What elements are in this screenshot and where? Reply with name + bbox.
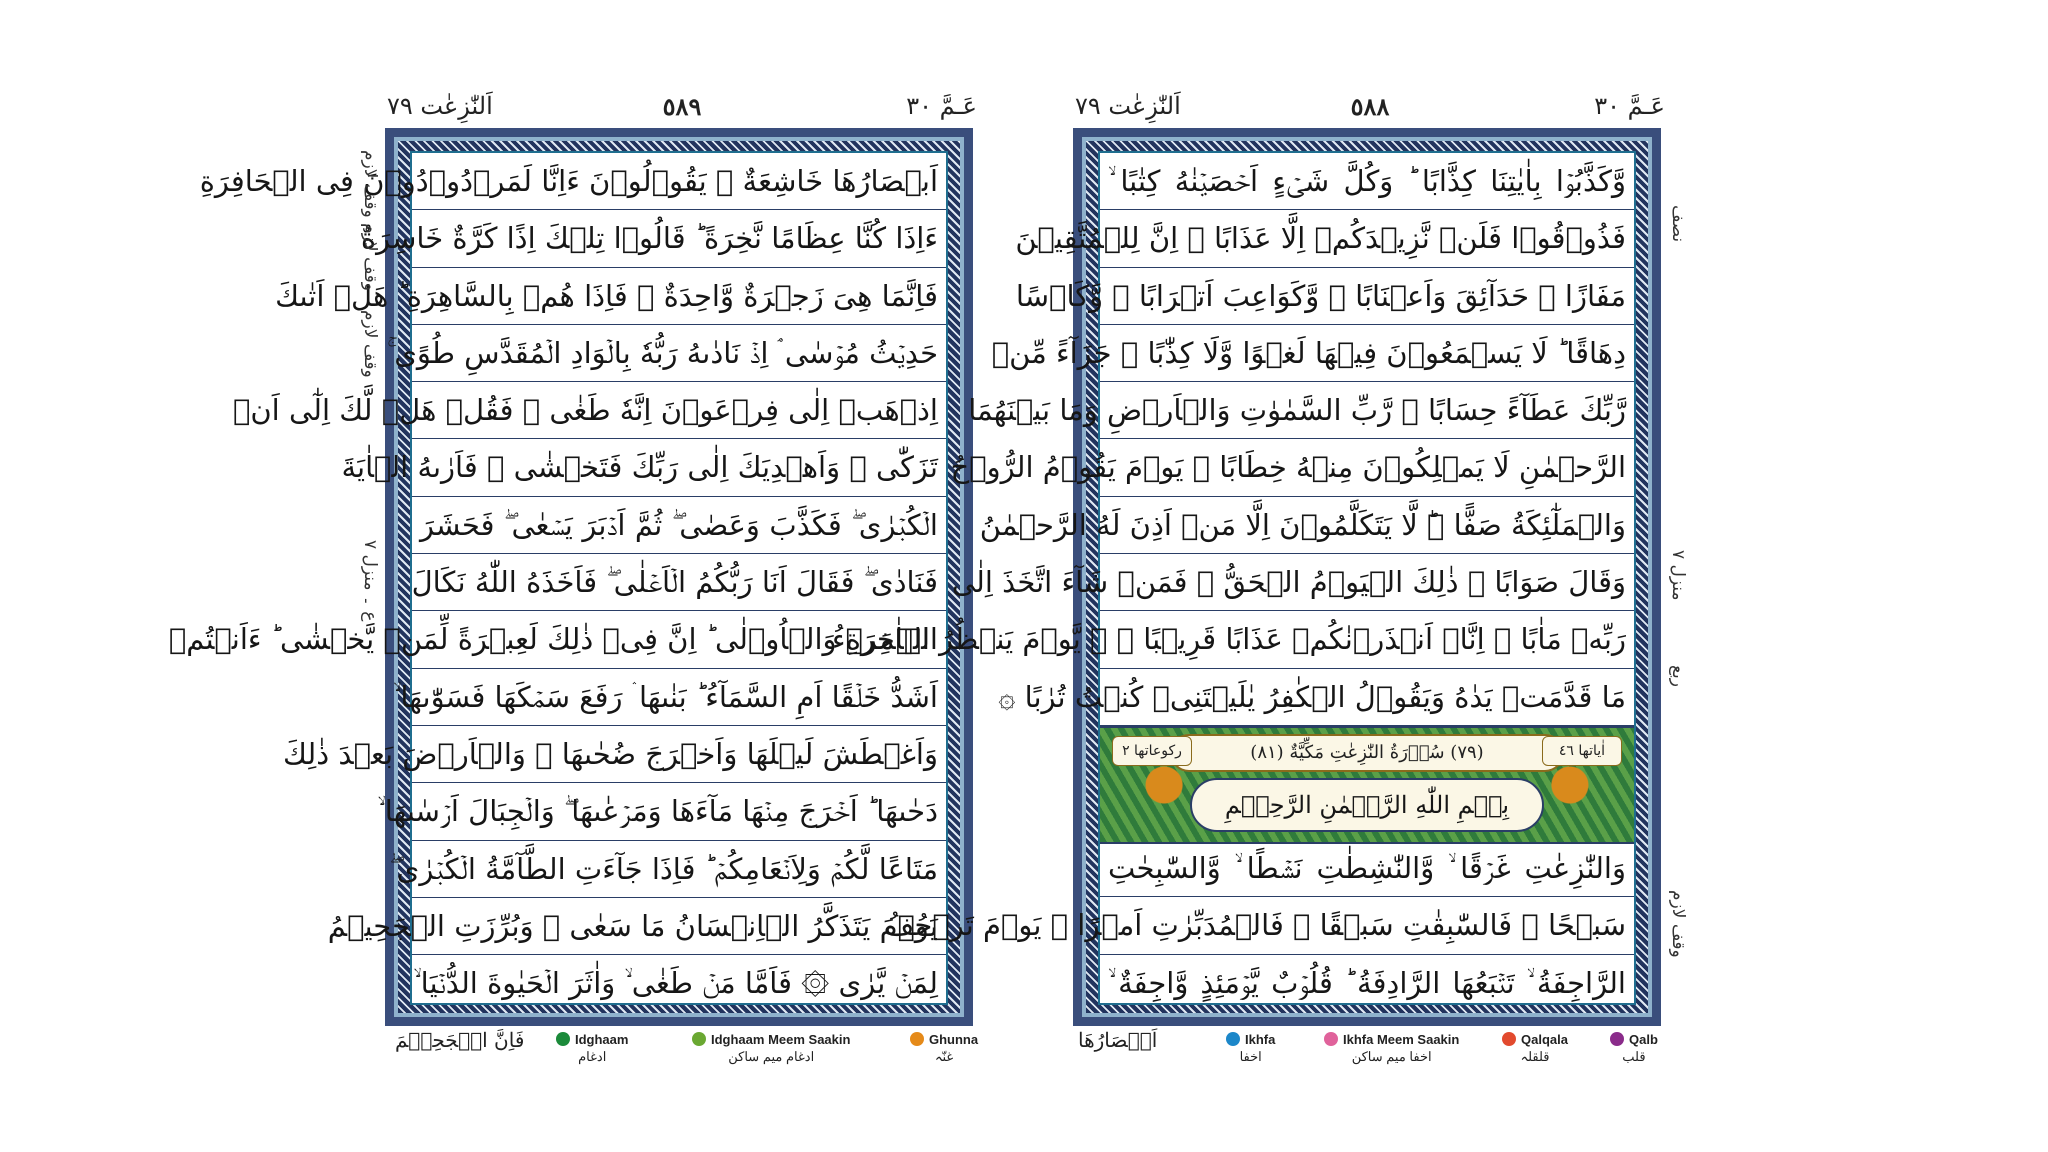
- legend-item: [1324, 1032, 1459, 1065]
- verse-line: تَزَكّٰى ۙ وَاَهۡدِيَكَ اِلٰى رَبِّكَ فَتَخۡشٰى ۚ فَاَرٰٮهُ الۡاٰيَةَ: [412, 439, 946, 496]
- verse-line: مَا قَدَّمَتۡ يَدٰهُ وَيَقُوۡلُ الۡكٰفِرُ يٰلَيۡتَنِىۡ كُنۡتُ تُرٰبًا ۞: [1100, 669, 1634, 726]
- legend-label-en: Idghaam Meem Saakin: [711, 1032, 851, 1047]
- verse-line: دِهَاقًا ؕ لَا يَسۡمَعُوۡنَ فِيۡهَا لَغۡوًا وَّلَا كِذّٰبًا ۚ جَزَآءً مِّنۡ: [1100, 325, 1634, 382]
- legend-label-en: Qalb: [1629, 1032, 1658, 1047]
- legend-color-dot: [1502, 1032, 1516, 1046]
- margin-note: ع ۔ منزل ٧: [360, 540, 380, 622]
- legend-label-en: Ikhfa: [1245, 1032, 1276, 1047]
- verse-line: فَنَادٰى ۖ فَقَالَ اَنَا رَبُّكُمُ الۡاَعۡلٰى ۖ فَاَخَذَهُ اللّٰهُ نَكَالَ: [412, 554, 946, 611]
- ayat-count: اٰياتها ٤٦: [1542, 736, 1622, 766]
- text-area: [831, 151, 1636, 1005]
- verse-line: اَشَدُّ خَلۡقًا اَمِ السَّمَآءُ ؕ بَنٰٮهَا ۛ رَفَعَ سَمۡكَهَا فَسَوّٰٮهَا ۙ: [412, 669, 946, 726]
- page-header: [1073, 90, 1667, 124]
- legend-label-ur: قلب: [1622, 1049, 1646, 1064]
- page-header: [385, 90, 979, 124]
- verse-lines: [831, 153, 1634, 1003]
- legend-label-ur: اخفا: [1239, 1049, 1262, 1064]
- margin-note: وقف لازم: [1668, 890, 1688, 958]
- juz-label: عَـمَّ ٣٠: [906, 92, 977, 120]
- surah-banner: [1100, 726, 1634, 840]
- surah-label: اَلنّٰزِعٰت ٧٩: [387, 92, 493, 120]
- juz-label: عَـمَّ ٣٠: [1594, 92, 1665, 120]
- legend-label-ur: اخفا میم ساکن: [1351, 1049, 1432, 1064]
- verse-line: يَوۡمَ يَتَذَكَّرُ الۡاِنۡسَانُ مَا سَعٰى ۙ وَبُرِّزَتِ الۡجَحِيۡمُ: [412, 898, 946, 955]
- legend-label-en: Ghunna: [929, 1032, 979, 1047]
- surah-title: (٧٩) سُوۡرَةُ النّٰزِعٰتِ مَكِّيَّةٌ (٨١): [1170, 734, 1564, 772]
- legend-label-ur: غنّہ: [934, 1049, 954, 1064]
- legend-item: [1610, 1032, 1658, 1065]
- ornamental-border: [831, 137, 1652, 1017]
- legend-item: [910, 1032, 978, 1065]
- page-frame: [831, 128, 1661, 1026]
- margin-note: منزل ٧: [1668, 550, 1688, 601]
- legend-color-dot: [1610, 1032, 1624, 1046]
- verse-line: الۡكُبۡرٰى ۖ فَكَذَّبَ وَعَصٰى ۖ ثُمَّ اَدۡبَرَ يَسۡعٰى ۖ فَحَشَرَ: [412, 497, 946, 554]
- legend-item: [692, 1032, 850, 1065]
- margin-note: وقف لازم: [360, 310, 380, 378]
- surah-label: اَلنّٰزِعٰت ٧٩: [1075, 92, 1181, 120]
- legend-label-en: Ikhfa Meem Saakin: [1343, 1032, 1460, 1047]
- verse-line: الۡاٰخِرَةِ وَالۡاُوۡلٰى ؕ اِنَّ فِىۡ ذٰلِكَ لَعِبۡرَةً لِّمَنۡ يَّخۡشٰى ؕ ءَاَنۡتُمۡ: [412, 611, 946, 668]
- ruku-count: ركوعاتها ٢: [1112, 736, 1192, 766]
- verse-line: رَبِّهٖ مَاٰبًا ۞ اِنَّاۤ اَنۡذَرۡنٰكُمۡ عَذَابًا قَرِيۡبًا ۖ ۚ يَّوۡمَ يَنۡظُرُ الۡمَرۡءُ: [1100, 611, 1634, 668]
- page-number: ٥٨٩: [662, 92, 702, 121]
- legend-color-dot: [1226, 1032, 1240, 1046]
- legend-color-dot: [910, 1032, 924, 1046]
- verse-line: دَحٰٮهَا ؕ اَخۡرَجَ مِنۡهَا مَآءَهَا وَمَرۡعٰٮهَا ۖ وَالۡجِبَالَ اَرۡسٰٮهَا ۙ: [412, 783, 946, 840]
- verse-line: مَتَاعًا لَّكُمۡ وَلِاَنۡعَامِكُمۡ ؕ فَاِذَا جَآءَتِ الطَّآمَّةُ الۡكُبۡرٰى ۖ: [412, 841, 946, 898]
- page-number: ٥٨٨: [1350, 92, 1390, 121]
- legend-item: [1502, 1032, 1568, 1065]
- legend-label-ur: ادغام: [578, 1049, 607, 1064]
- verse-line: وَالۡمَلٰٓئِكَةُ صَفًّا ۛؕ لَّا يَتَكَلَّمُوۡنَ اِلَّا مَنۡ اَذِنَ لَهُ الرَّحۡمٰنُ: [1100, 497, 1634, 554]
- legend-item: [556, 1032, 628, 1065]
- verse-line: ءَاِذَا كُنَّا عِظَامًا نَّخِرَةً ؕ قَالُوۡا تِلۡكَ اِذًا كَرَّةٌ خَاسِرَةٌ: [412, 210, 946, 267]
- verse-line: سَبۡحًا ۙ فَالسّٰبِقٰتِ سَبۡقًا ۙ فَالۡمُدَبِّرٰتِ اَمۡرًا ۘ يَوۡمَ تَرۡجُفُ: [1100, 897, 1634, 954]
- verse-line: اَبۡصَارُهَا خَاشِعَةٌ ۘ يَقُوۡلُوۡنَ ءَاِنَّا لَمَرۡدُوۡدُوۡنَ فِى الۡحَافِرَةِ: [412, 153, 946, 210]
- verse-line: مَفَازًا ۙ حَدَآئِقَ وَاَعۡنَابًا ۙ وَّكَوَاعِبَ اَتۡرَابًا ۙ وَّكَاۡسًا: [1100, 268, 1634, 325]
- verse-line: الرَّاجِفَةُ ۙ تَتۡبَعُهَا الرَّادِفَةُ ؕ قُلُوۡبٌ يَّوۡمَئِذٍ وَّاجِفَةٌ ۙ: [1108, 965, 1626, 1000]
- legend-label-ur: ادغام میم ساکن: [728, 1049, 815, 1064]
- verse-line: الرَّحۡمٰنِ لَا يَمۡلِكُوۡنَ مِنۡهُ خِطَابًا ۚ يَوۡمَ يَقُوۡمُ الرُّوۡحُ: [1100, 439, 1634, 496]
- legend-label-ur: قلقلہ: [1520, 1049, 1550, 1064]
- legend-color-dot: [692, 1032, 706, 1046]
- verse-line: فَذُوۡقُوۡا فَلَنۡ نَّزِيۡدَكُمۡ اِلَّا عَذَابًا ۚ اِنَّ لِلۡمُتَّقِيۡنَ: [1100, 210, 1634, 267]
- catchword: فَاِنَّ الۡجَحِيۡمَ: [395, 1028, 525, 1052]
- verse-line: رَّبِّكَ عَطَآءً حِسَابًا ۙ رَّبِّ السَّمٰوٰتِ وَالۡاَرۡضِ وَمَا بَيۡنَهُمَا: [1100, 382, 1634, 439]
- verse-line: حَدِيۡثُ مُوۡسٰى ۘ اِذۡ نَادٰٮهُ رَبُّهٗ بِالۡوَادِ الۡمُقَدَّسِ طُوًى ۚ: [412, 325, 946, 382]
- margin-note: ربع: [1668, 665, 1688, 687]
- legend-label-en: Qalqala: [1521, 1032, 1568, 1047]
- legend-label-en: Idghaam: [575, 1032, 629, 1047]
- verse-line: اِذۡهَبۡ اِلٰى فِرۡعَوۡنَ اِنَّهٗ طَغٰى ۖ فَقُلۡ هَلۡ لَّكَ اِلٰٓى اَنۡ: [412, 382, 946, 439]
- verse-line: لِمَنۡ يَّرٰى ۞ فَاَمَّا مَنۡ طَغٰى ۙ وَاٰثَرَ الۡحَيٰوةَ الدُّنۡيَا ۙ: [413, 966, 938, 1001]
- margin-note: نصف: [1668, 205, 1688, 243]
- verse-line: وَاَغۡطَشَ لَيۡلَهَا وَاَخۡرَجَ ضُحٰٮهَا ۖ وَالۡاَرۡضَ بَعۡدَ ذٰلِكَ: [412, 726, 946, 783]
- legend-item: [1226, 1032, 1275, 1065]
- margin-note: وقف لازم وقف لازم: [360, 150, 380, 291]
- legend-color-dot: [1324, 1032, 1338, 1046]
- verse-line: وَّكَذَّبُوۡا بِاٰيٰتِنَا كِذَّابًا ؕ وَكُلَّ شَىۡءٍ اَحۡصَيۡنٰهُ كِتٰبًا ۙ: [1100, 153, 1634, 210]
- verse-line: فَاِنَّمَا هِىَ زَجۡرَةٌ وَّاحِدَةٌ ۙ فَاِذَا هُمۡ بِالسَّاهِرَةِ ؕ هَلۡ اَتٰٮكَ: [412, 268, 946, 325]
- surah-banner-ornament: [1100, 726, 1634, 844]
- legend-color-dot: [556, 1032, 570, 1046]
- verse-line: وَقَالَ صَوَابًا ۞ ذٰلِكَ الۡيَوۡمُ الۡحَقُّ ۚ فَمَنۡ شَآءَ اتَّخَذَ اِلٰى: [1100, 554, 1634, 611]
- catchword: اَبۡصَارُهَا: [1078, 1028, 1158, 1052]
- verse-line: وَالنّٰزِعٰتِ غَرۡقًا ۙ وَّالنّٰشِطٰتِ نَشۡطًا ۙ وَّالسّٰبِحٰتِ: [1100, 840, 1634, 897]
- bismillah: بِسۡمِ اللّٰهِ الرَّحۡمٰنِ الرَّحِيۡمِ: [1190, 778, 1544, 832]
